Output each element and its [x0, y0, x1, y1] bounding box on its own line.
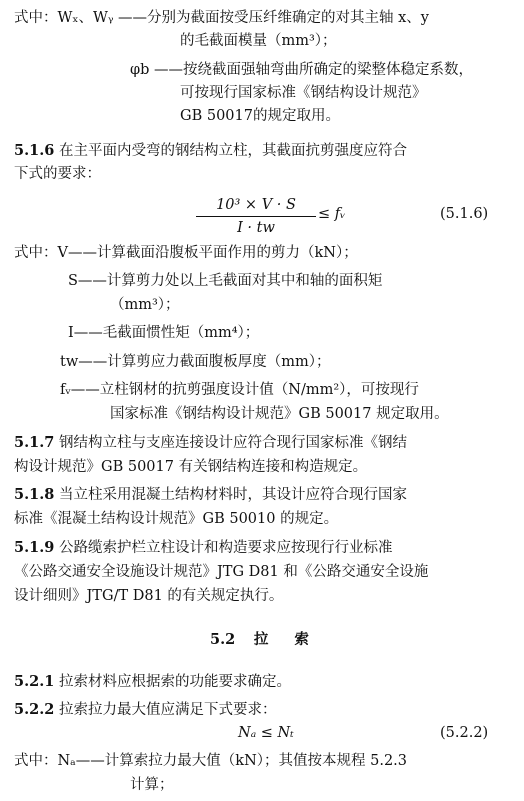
clause-5-1-7-cont: 构设计规范》GB 50017 有关钢结构连接和构造规定。 — [14, 459, 368, 475]
phib-definition-cont2: GB 50017的规定取用。 — [180, 108, 340, 124]
clause-number: 5.2.2 — [14, 701, 55, 718]
clause-text: 钢结构立柱与支座连接设计应符合现行国家标准《钢结 — [58, 435, 407, 451]
v-definition: 式中：V——计算截面沿腹板平面作用的剪力（kN）； — [14, 245, 358, 261]
clause-5-1-8 — [14, 485, 407, 505]
clause-text: 拉索材料应根据索的功能要求确定。 — [58, 674, 291, 690]
formula-5-1-6-number: (5.1.6) — [440, 206, 489, 222]
phib-definition: φb ——按绕截面强轴弯曲所确定的梁整体稳定系数， — [130, 62, 474, 78]
wx-wy-definition: 式中：Wₓ、Wᵧ ——分别为截面按受压纤维确定的对其主轴 x、y — [14, 10, 429, 26]
clause-text: 公路缆索护栏立柱设计和构造要求应按现行行业标准 — [58, 540, 393, 556]
clause-5-2-2 — [14, 700, 276, 720]
formula-5-1-6-relation: ≤ fᵥ — [318, 206, 346, 222]
clause-number: 5.1.6 — [14, 142, 55, 159]
clause-5-1-8-cont: 标准《混凝土结构设计规范》GB 50010 的规定。 — [14, 511, 339, 527]
na-definition-cont: 计算； — [130, 777, 174, 793]
fv-definition-cont: 国家标准《钢结构设计规范》GB 50017 规定取用。 — [110, 406, 449, 422]
na-definition: 式中：Nₐ——计算索拉力最大值（kN）；其值按本规程 5.2.3 — [14, 753, 408, 769]
formula-numerator: 10³ × V · S — [196, 196, 316, 217]
clause-5-1-9-cont1: 《公路交通安全设施设计规范》JTG D81 和《公路交通安全设施 — [14, 564, 429, 580]
clause-5-2-1 — [14, 672, 291, 692]
s-definition: S——计算剪力处以上毛截面对其中和轴的面积矩 — [68, 273, 383, 289]
clause-number: 5.1.9 — [14, 539, 55, 556]
section-heading-5-2 — [210, 630, 335, 650]
tw-definition: tw——计算剪应力截面腹板厚度（mm）； — [60, 354, 331, 370]
section-title: 拉索 — [253, 631, 335, 648]
formula-5-1-6-fraction — [196, 196, 316, 237]
clause-number: 5.2.1 — [14, 673, 55, 690]
clause-5-1-9-cont2: 设计细则》JTG/T D81 的有关规定执行。 — [14, 588, 284, 604]
formula-5-2-2: Nₐ ≤ Nₜ — [238, 725, 294, 741]
s-definition-unit: （mm³）； — [110, 297, 180, 313]
clause-text: 拉索拉力最大值应满足下式要求： — [58, 702, 277, 718]
formula-5-2-2-number: (5.2.2) — [440, 725, 489, 741]
clause-5-1-9 — [14, 538, 392, 558]
fv-definition: fᵥ——立柱钢材的抗剪强度设计值（N/mm²），可按现行 — [60, 382, 419, 398]
i-definition: I——毛截面惯性矩（mm⁴）； — [68, 325, 260, 341]
section-number: 5.2 — [210, 631, 236, 648]
clause-5-1-7 — [14, 433, 407, 453]
clause-number: 5.1.8 — [14, 486, 55, 503]
formula-denominator: I · tw — [237, 220, 275, 236]
clause-number: 5.1.7 — [14, 434, 55, 451]
phib-definition-cont1: 可按现行国家标准《钢结构设计规范》 — [180, 85, 427, 101]
clause-5-1-6 — [14, 141, 407, 161]
wx-wy-definition-cont: 的毛截面模量（mm³）； — [180, 33, 337, 49]
clause-5-1-6-cont: 下式的要求： — [14, 166, 101, 182]
clause-text: 当立柱采用混凝土结构材料时，其设计应符合现行国家 — [58, 487, 407, 503]
clause-text: 在主平面内受弯的钢结构立柱，其截面抗剪强度应符合 — [58, 143, 407, 159]
